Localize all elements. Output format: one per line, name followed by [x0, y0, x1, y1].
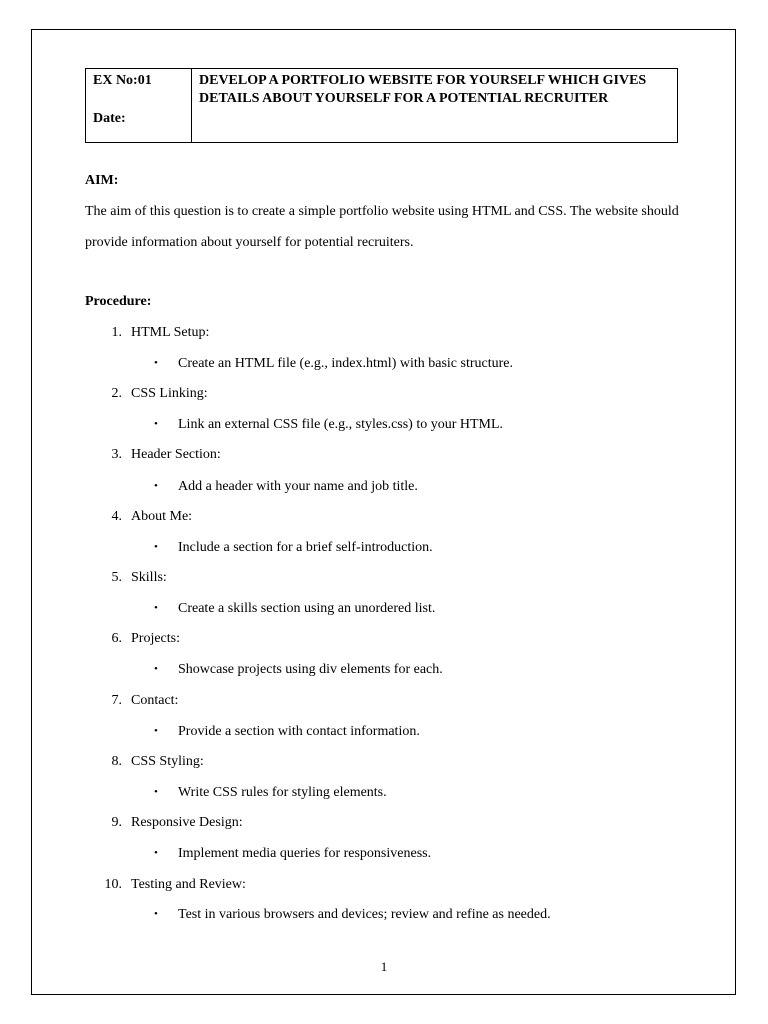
- procedure-heading: Procedure:: [85, 294, 152, 309]
- step-detail: Create an HTML file (e.g., index.html) with basic structure.: [178, 356, 513, 371]
- step-detail: Write CSS rules for styling elements.: [178, 785, 387, 800]
- step-label: Testing and Review:: [131, 877, 246, 892]
- step-detail: Add a header with your name and job title.: [178, 479, 418, 494]
- step-label: Skills:: [131, 570, 167, 585]
- aim-heading: AIM:: [85, 173, 119, 188]
- step-number: 1.: [111, 325, 122, 340]
- exercise-number: EX No:01: [93, 73, 152, 88]
- bullet-icon: •: [154, 357, 158, 369]
- step-number: 6.: [111, 631, 122, 646]
- step-number: 9.: [111, 815, 122, 830]
- bullet-icon: •: [154, 480, 158, 492]
- bullet-icon: •: [154, 908, 158, 920]
- step-number: 2.: [111, 386, 122, 401]
- step-label: CSS Styling:: [131, 754, 204, 769]
- step-label: Header Section:: [131, 447, 221, 462]
- step-detail: Test in various browsers and devices; review and refine as needed.: [178, 907, 551, 922]
- bullet-icon: •: [154, 786, 158, 798]
- date-label: Date:: [93, 111, 126, 126]
- step-detail: Include a section for a brief self-introduction.: [178, 540, 433, 555]
- step-number: 10.: [104, 877, 122, 892]
- step-label: Contact:: [131, 693, 179, 708]
- step-number: 8.: [111, 754, 122, 769]
- step-detail: Provide a section with contact information.: [178, 724, 420, 739]
- step-label: CSS Linking:: [131, 386, 208, 401]
- page-number: 1: [380, 959, 388, 974]
- step-detail: Implement media queries for responsiveness.: [178, 846, 432, 861]
- bullet-icon: •: [154, 663, 158, 675]
- step-label: Projects:: [131, 631, 180, 646]
- bullet-icon: •: [154, 602, 158, 614]
- bullet-icon: •: [154, 541, 158, 553]
- bullet-icon: •: [154, 418, 158, 430]
- exercise-title: DEVELOP A PORTFOLIO WEBSITE FOR YOURSELF WHICH GIVES DETAILS ABOUT YOURSELF FOR A POTENTIAL RECRUITER: [199, 73, 647, 106]
- step-number: 3.: [111, 447, 122, 462]
- step-label: HTML Setup:: [131, 325, 210, 340]
- step-number: 4.: [111, 509, 122, 524]
- step-detail: Link an external CSS file (e.g., styles.css) to your HTML.: [178, 417, 504, 432]
- step-label: Responsive Design:: [131, 815, 243, 830]
- step-detail: Create a skills section using an unordered list.: [178, 601, 436, 616]
- bullet-icon: •: [154, 847, 158, 859]
- step-detail: Showcase projects using div elements for each.: [178, 662, 443, 677]
- step-number: 7.: [111, 693, 122, 708]
- step-number: 5.: [111, 570, 122, 585]
- bullet-icon: •: [154, 725, 158, 737]
- step-label: About Me:: [131, 509, 193, 524]
- aim-text: The aim of this question is to create a simple portfolio website using HTML and CSS. The website should provide information about yourself for potential recruiters.: [85, 204, 679, 250]
